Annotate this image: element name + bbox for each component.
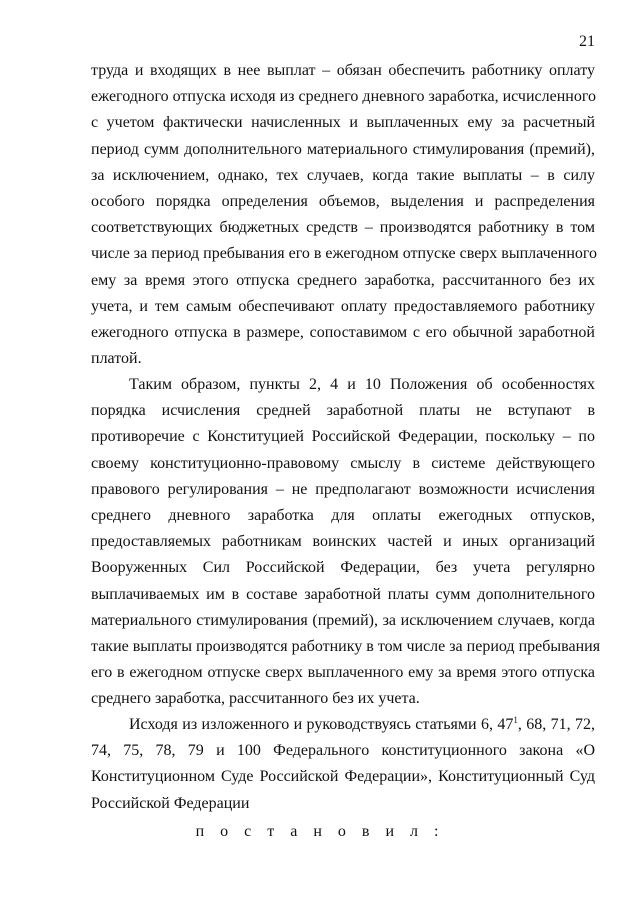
text-line: с учетом фактически начисленных и выплаченных ему за расчетный [91, 114, 595, 132]
superscript-mark: 1 [513, 715, 518, 725]
text-line: такие выплаты производятся работнику в том числе за период пребывания [91, 637, 601, 655]
text-line: период сумм дополнительного материального стимулирования (премий), [91, 140, 595, 158]
paragraph-1 [91, 58, 598, 372]
text-line: соответствующих бюджетных средств – производятся работнику в том [91, 219, 595, 237]
text-line: 74, 75, 78, 79 и 100 Федерального конституционного закона «О [91, 742, 595, 760]
resolution-heading: п о с т а н о в и л : [195, 823, 445, 840]
text-line: материального стимулирования (премий), за исключением случаев, когда [91, 611, 595, 629]
paragraph-3 [91, 712, 595, 817]
paragraph-2 [91, 372, 601, 712]
page-number: 21 [579, 33, 595, 50]
text-line: числе за период пребывания его в ежегодном отпуске сверх выплаченного [91, 245, 598, 263]
text-line: Российской Федерации [91, 794, 250, 812]
text-line: платой. [91, 350, 142, 368]
text-line: за исключением, однако, тех случаев, когда такие выплаты – в силу [91, 166, 595, 184]
text-line: среднего дневного заработка для оплаты ежегодных отпусков, [91, 506, 595, 524]
text-line: особого порядка определения объемов, выделения и распределения [91, 192, 595, 210]
text-line: выплачиваемых им в составе заработной платы сумм дополнительного [91, 585, 595, 603]
text-fragment: Исходя из изложенного и руководствуясь статьями 6, 47 [129, 716, 514, 733]
text-line: противоречие с Конституцией Российской Федерации, поскольку – по [91, 428, 595, 446]
text-line: правового регулирования – не предполагают возможности исчисления [91, 480, 595, 498]
text-line: порядка исчисления средней заработной платы не вступают в [91, 402, 595, 420]
text-line: ему за время этого отпуска среднего заработка, рассчитанного без их [91, 271, 595, 289]
text-fragment: , 68, 71, 72, [517, 716, 596, 733]
text-line: Конституционном Суде Российской Федерации», Конституционный Суд [91, 768, 595, 786]
text-line: среднего заработка, рассчитанного без их учета. [91, 690, 420, 708]
text-line: Таким образом, пункты 2, 4 и 10 Положения об особенностях [129, 376, 595, 393]
text-line: труда и входящих в нее выплат – обязан обеспечить работнику оплату [91, 62, 595, 79]
text-line-with-footnote [91, 712, 595, 738]
text-line: учета, и тем самым обеспечивают оплату предоставляемого работнику [91, 297, 595, 315]
text-line: его в ежегодном отпуске сверх выплаченного ему за время этого отпуска [91, 664, 595, 682]
text-line: ежегодного отпуска в размере, сопоставимом с его обычной заработной [91, 323, 595, 341]
text-line: ежегодного отпуска исходя из среднего дневного заработка, исчисленного [91, 88, 597, 106]
text-line: своему конституционно-правовому смыслу в системе действующего [91, 454, 595, 472]
text-line: предоставляемых работникам воинских частей и иных организаций [91, 533, 595, 551]
text-line: Вооруженных Сил Российской Федерации, без учета регулярно [91, 559, 595, 577]
